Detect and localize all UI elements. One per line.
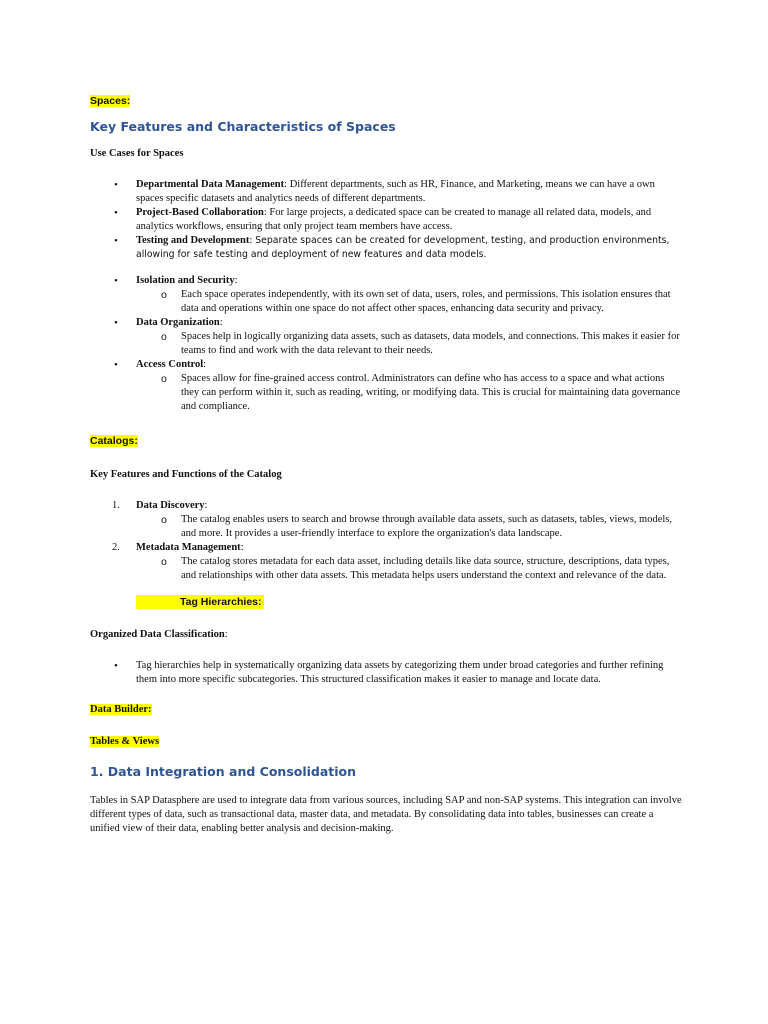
list-item	[136, 358, 682, 414]
list-item	[112, 499, 682, 541]
list-item	[112, 541, 682, 583]
list-item	[136, 316, 682, 358]
list-item	[136, 274, 682, 316]
catalog-sep: :	[240, 542, 244, 553]
data-integration-paragraph: Tables in SAP Datasphere are used to integrate data from various sources, including SAP and non-SAP systems. This integration can involve different types of data, such as transactional data, master data, and metadata. By consolidating data into tables, businesses can create a unified view of their data, enabling better analysis and decision-making.	[90, 795, 682, 834]
spaces-label: Spaces:	[90, 95, 131, 107]
features-list	[90, 274, 682, 414]
use-case-text: Separate spaces can be created for development, testing, and production environments, allowing for safe testing and deployment of new features and data models.	[136, 235, 670, 260]
use-cases-list	[90, 178, 682, 262]
feature-detail: o Spaces allow for fine-grained access control. Administrators can define who has access to a space and what actions they can perform within it, such as reading, writing, or modifying data. This is crucial for maintaining data governance and compliance.	[181, 372, 682, 414]
use-case-term: Testing and Development	[136, 235, 250, 246]
use-case-sep: :	[249, 235, 253, 246]
feature-detail-list	[136, 330, 682, 358]
use-case-text: Different departments, such as HR, Finance, and Marketing, means we can have a own spaces specific datasets and analytics needs of different departments.	[136, 179, 655, 204]
list-item	[136, 234, 682, 262]
use-case-sep: :	[263, 207, 267, 218]
feature-detail: o Spaces help in logically organizing data assets, such as datasets, data models, and connections. This makes it easier for teams to find and work with the data relevant to their needs.	[181, 330, 682, 358]
spaces-heading: Key Features and Characteristics of Spaces	[90, 119, 396, 134]
data-integration-heading: 1. Data Integration and Consolidation	[90, 764, 357, 779]
classification-list	[90, 659, 682, 687]
tables-views-label: Tables & Views	[90, 736, 160, 747]
use-case-term: Project-Based Collaboration	[136, 207, 264, 218]
tag-hierarchies-row	[136, 595, 682, 610]
catalog-sep: :	[204, 500, 208, 511]
list-number: 2.	[112, 542, 120, 553]
catalog-detail-list	[136, 555, 682, 583]
catalog-detail-list	[136, 513, 682, 541]
feature-sep: :	[234, 275, 238, 286]
feature-sep: :	[203, 359, 207, 370]
spaces-label-row	[90, 94, 682, 108]
tables-views-label-row	[90, 735, 682, 749]
classification-sep: :	[224, 629, 228, 640]
use-case-text: For large projects, a dedicated space can be created to manage all related data, models, and analytics workflows, ensuring that only project team members have access.	[136, 207, 652, 232]
list-item	[136, 206, 682, 234]
feature-detail-list	[136, 372, 682, 414]
feature-detail: o Each space operates independently, with its own set of data, users, roles, and permissions. This isolation ensures that data and operations within one space do not affect other spaces, enhancing data security and privacy.	[181, 288, 682, 316]
feature-term: Access Control	[136, 359, 204, 370]
feature-sep: :	[219, 317, 223, 328]
data-builder-label: Data Builder:	[90, 704, 152, 715]
catalog-detail: o The catalog enables users to search and browse through available data assets, such as datasets, tables, views, models, and more. It provides a user-friendly interface to explore the organization's data landscape.	[181, 513, 682, 541]
catalog-term: Metadata Management	[136, 542, 241, 553]
feature-term: Data Organization	[136, 317, 220, 328]
feature-detail-list	[136, 288, 682, 316]
classification-title-row	[90, 628, 682, 642]
use-cases-title: Use Cases for Spaces	[90, 148, 184, 159]
catalog-features-list	[90, 499, 682, 583]
use-case-term: Departmental Data Management	[136, 179, 285, 190]
catalogs-label-row	[90, 434, 682, 448]
tag-hierarchies-label: Tag Hierarchies:	[136, 595, 264, 609]
catalog-term: Data Discovery	[136, 500, 205, 511]
feature-term: Isolation and Security	[136, 275, 235, 286]
classification-title: Organized Data Classification	[90, 629, 225, 640]
catalog-title: Key Features and Functions of the Catalog	[90, 469, 282, 480]
data-builder-label-row	[90, 703, 682, 717]
list-number: 1.	[112, 500, 120, 511]
list-item	[136, 178, 682, 206]
catalogs-label: Catalogs:	[90, 435, 138, 447]
use-case-sep: :	[284, 179, 288, 190]
catalog-detail: o The catalog stores metadata for each data asset, including details like data source, structure, descriptions, data types, and relationships with other data assets. This metadata helps users understand the context and relevance of the data.	[181, 555, 682, 583]
list-item: • Tag hierarchies help in systematically organizing data assets by categorizing them under broad categories and further refining them into more specific subcategories. This structured classification makes it easier to manage and locate data.	[136, 659, 682, 687]
